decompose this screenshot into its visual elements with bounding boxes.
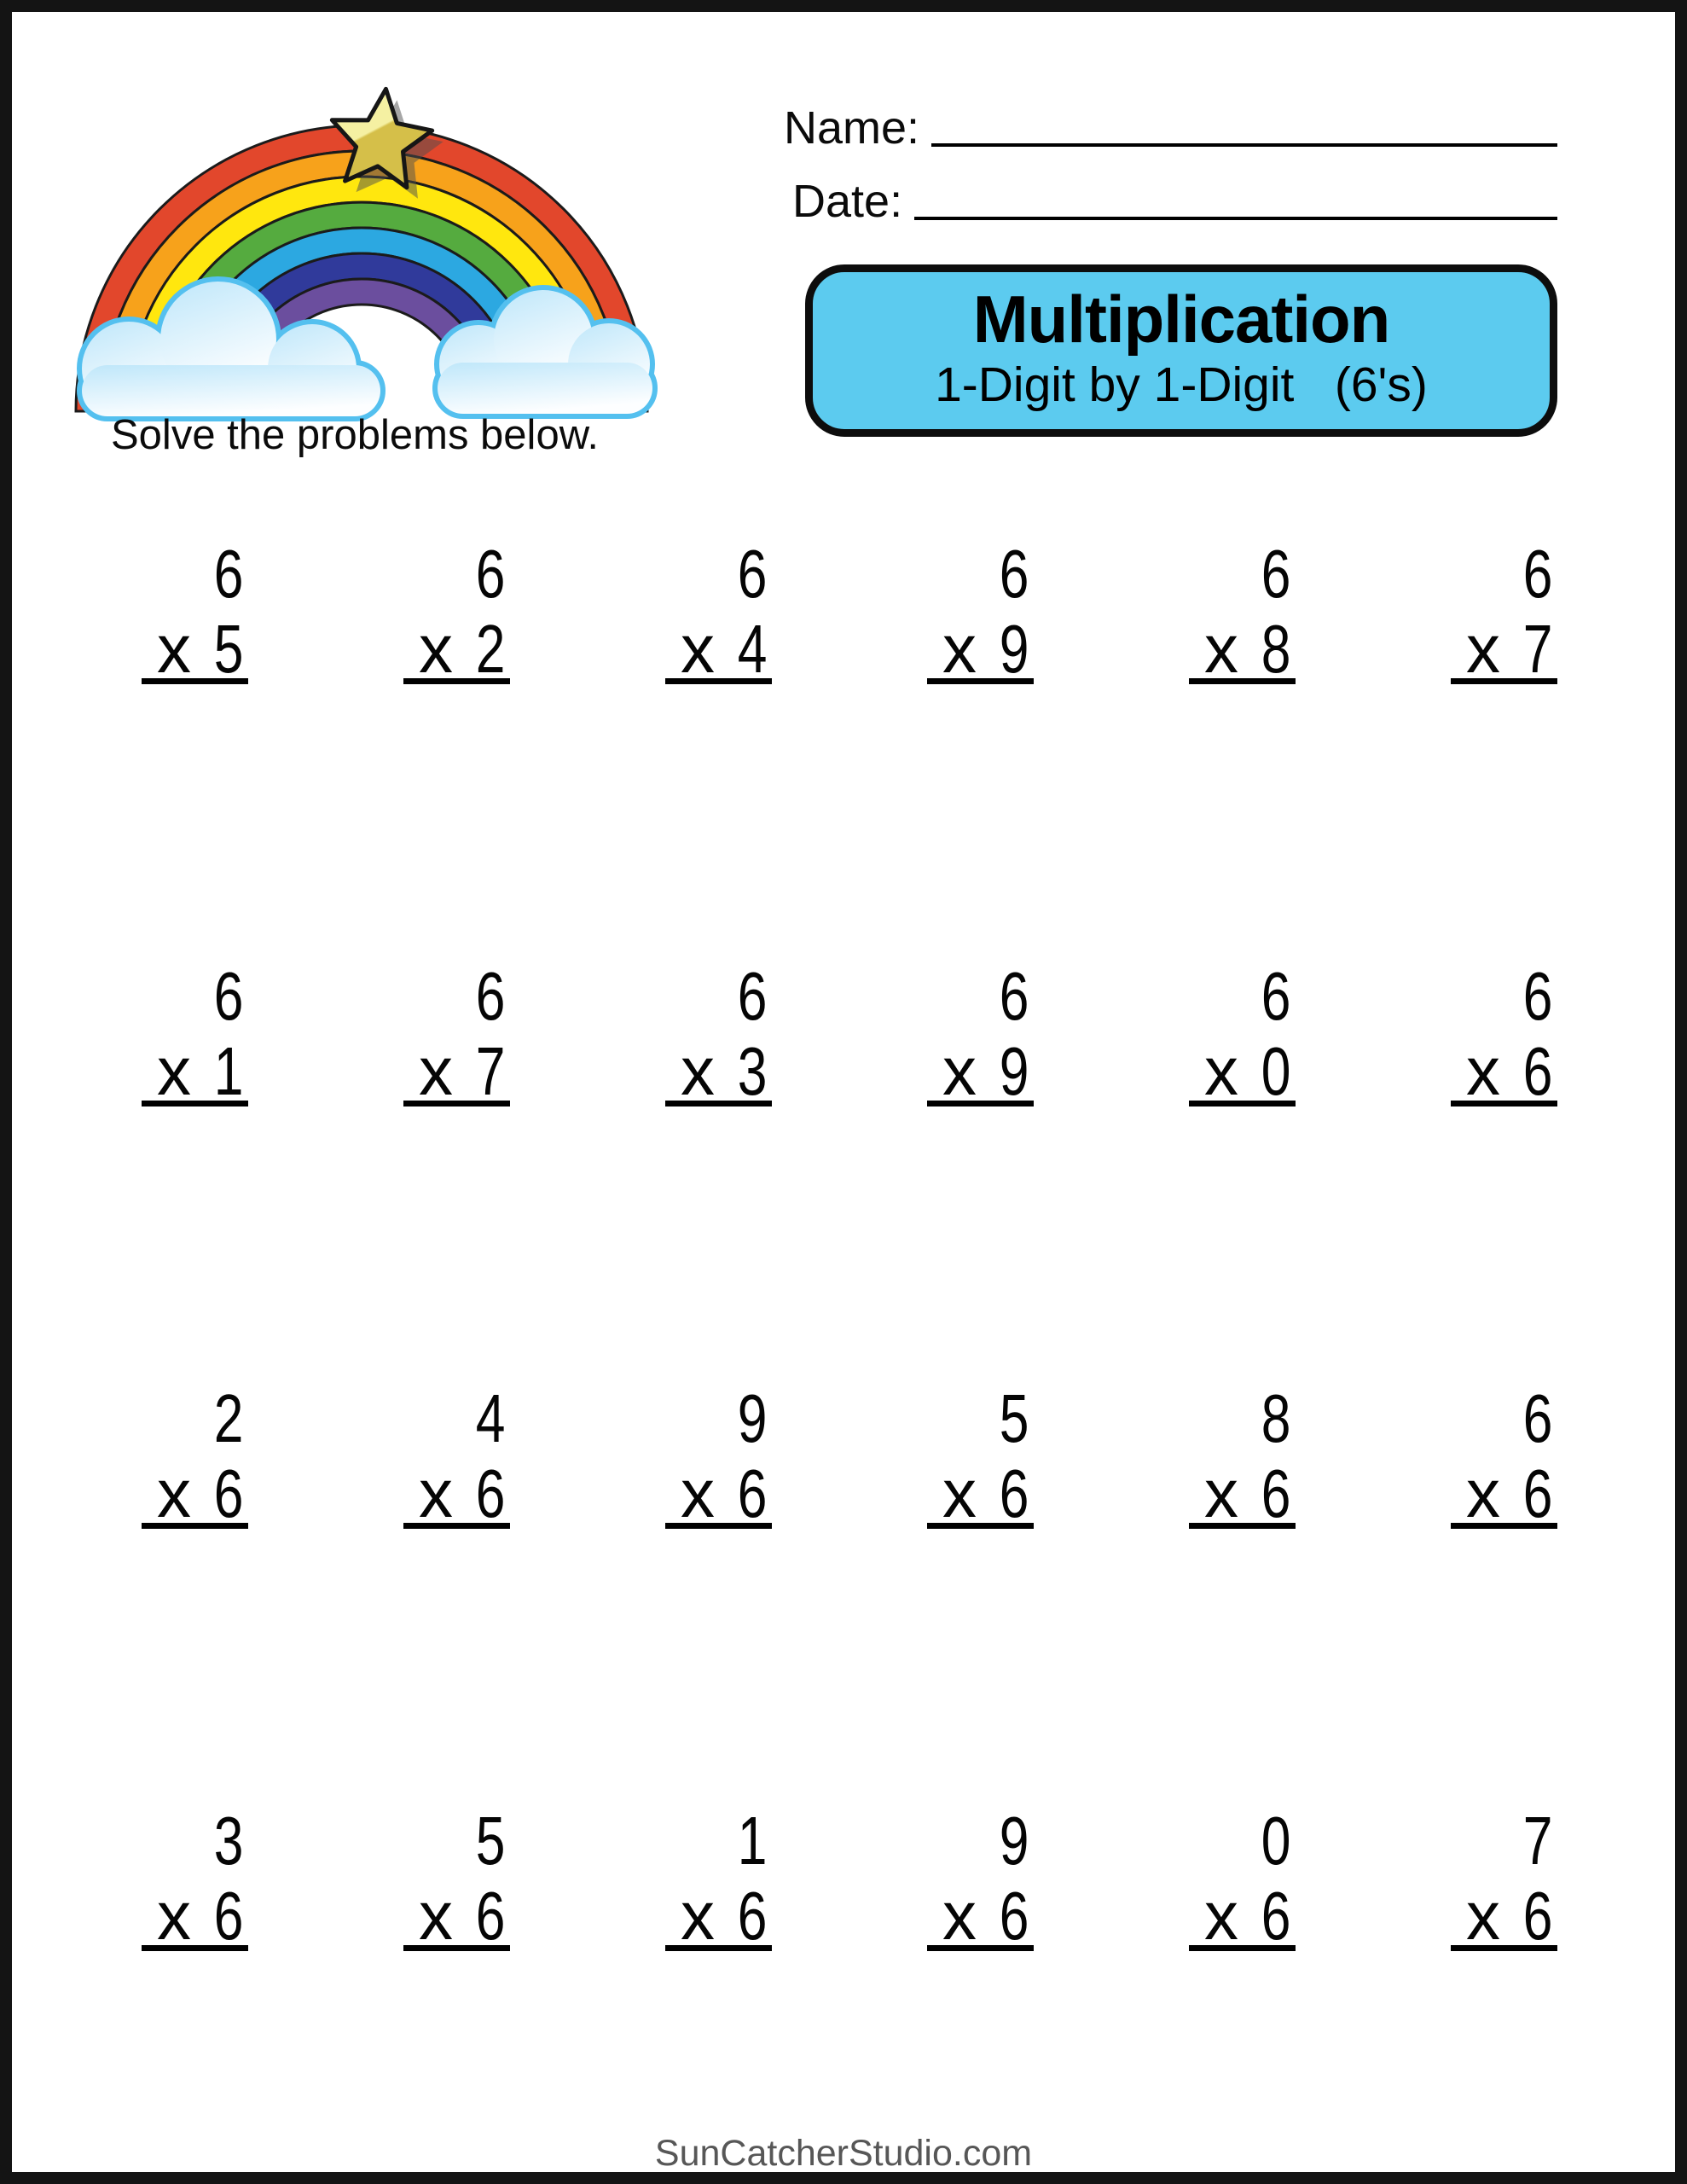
answer-space[interactable] [665,1529,772,1631]
problem[interactable] [1189,537,1296,787]
problem[interactable] [665,1804,772,2053]
multiplier-digit: 8 [1261,611,1290,687]
multiplicand [927,959,1034,1034]
worksheet-title: Multiplication [972,282,1390,357]
multiplicand [142,959,248,1034]
multiplicand [665,537,772,612]
multiplicand [1451,959,1557,1034]
multiplier-row [665,1878,772,1954]
multiplicand-digit: 6 [737,958,767,1034]
multiplicand-digit: 6 [1261,958,1290,1034]
multiplier-row [1189,1034,1296,1107]
multiplier-row [1451,1034,1557,1107]
problem[interactable] [403,537,510,787]
answer-space[interactable] [927,1951,1034,2053]
multiplicand-digit: 6 [737,536,767,612]
multiplicand-digit: 0 [1261,1803,1290,1879]
multiply-sign: x [1204,1033,1238,1109]
multiply-sign: x [1466,1455,1500,1531]
problem[interactable] [665,1381,772,1631]
problem[interactable] [927,1381,1034,1631]
answer-space[interactable] [403,1107,510,1209]
problem[interactable] [927,959,1034,1209]
multiplier-digit: 6 [1522,1033,1552,1109]
answer-space[interactable] [1451,1107,1557,1209]
problem[interactable] [1451,1804,1557,2053]
multiplier-row [142,611,248,687]
multiplicand-digit: 6 [999,536,1029,612]
multiplier-digit: 7 [475,1033,505,1109]
multiplier-digit: 6 [1261,1878,1290,1954]
multiplier-row [927,1878,1034,1954]
name-field-row [784,102,1557,154]
multiplicand-digit: 6 [1522,958,1552,1034]
multiplicand [927,1381,1034,1456]
answer-space[interactable] [927,684,1034,787]
multiplicand [403,1381,510,1456]
multiplier-digit: 0 [1261,1033,1290,1109]
problem[interactable] [403,1804,510,2053]
multiplicand-digit: 6 [999,958,1029,1034]
multiplicand [665,1804,772,1879]
answer-space[interactable] [1189,1951,1296,2053]
multiply-sign: x [157,1455,191,1531]
problems-grid [64,537,1635,2053]
multiplier-row [1451,1878,1557,1954]
multiplicand [1451,1804,1557,1879]
multiplicand [665,1381,772,1456]
multiplicand-digit: 8 [1261,1380,1290,1456]
problem[interactable] [1189,959,1296,1209]
answer-space[interactable] [403,1529,510,1631]
multiply-sign: x [157,1878,191,1954]
problem[interactable] [142,959,248,1209]
multiplier-row [665,611,772,687]
multiply-sign: x [157,1033,191,1109]
multiplier-row [142,1034,248,1107]
multiply-sign: x [681,611,715,687]
answer-space[interactable] [1451,1529,1557,1631]
multiplicand-digit: 6 [213,958,243,1034]
problem[interactable] [1451,1381,1557,1631]
multiply-sign: x [942,1033,977,1109]
multiplier-digit: 7 [1522,611,1552,687]
multiplier-digit: 6 [475,1878,505,1954]
answer-space[interactable] [142,1107,248,1209]
answer-space[interactable] [927,1529,1034,1631]
multiplier-digit: 9 [999,1033,1029,1109]
footer-credit: SunCatcherStudio.com [654,2133,1033,2174]
multiplicand-digit: 9 [999,1803,1029,1879]
multiplicand-digit: 5 [999,1380,1029,1456]
answer-space[interactable] [1189,1529,1296,1631]
problem[interactable] [665,959,772,1209]
multiply-sign: x [419,611,453,687]
multiply-sign: x [681,1455,715,1531]
multiplicand [1451,1381,1557,1456]
multiply-sign: x [942,611,977,687]
multiplicand [1189,959,1296,1034]
multiply-sign: x [942,1878,977,1954]
multiplier-row [142,1878,248,1954]
multiplicand [927,537,1034,612]
multiplicand-digit: 2 [213,1380,243,1456]
multiplicand [1189,537,1296,612]
problem[interactable] [1451,537,1557,787]
multiplicand-digit: 9 [737,1380,767,1456]
instruction-text: Solve the problems below. [111,412,599,458]
multiplicand [403,959,510,1034]
name-label: Name: [784,102,920,154]
multiplier-digit: 6 [737,1455,767,1531]
multiplier-digit: 4 [737,611,767,687]
multiply-sign: x [419,1033,453,1109]
multiplier-row [403,1034,510,1107]
multiplier-digit: 6 [213,1878,243,1954]
multiply-sign: x [1204,1878,1238,1954]
multiplier-digit: 3 [737,1033,767,1109]
answer-space[interactable] [927,1107,1034,1209]
multiplier-digit: 2 [475,611,505,687]
multiplier-row [403,1456,510,1529]
multiplicand-digit: 3 [213,1803,243,1879]
problem[interactable] [1189,1804,1296,2053]
multiply-sign: x [1466,611,1500,687]
multiply-sign: x [1204,611,1238,687]
answer-space[interactable] [665,1107,772,1209]
problem[interactable] [403,959,510,1209]
problem[interactable] [1451,959,1557,1209]
multiplicand-digit: 5 [475,1803,505,1879]
answer-space[interactable] [665,1951,772,2053]
answer-space[interactable] [142,1951,248,2053]
multiply-sign: x [681,1878,715,1954]
rainbow-graphic [63,72,660,439]
multiplicand-digit: 1 [737,1803,767,1879]
multiplicand [1189,1804,1296,1879]
rainbow-icon [63,72,660,439]
multiply-sign: x [1204,1455,1238,1531]
multiplicand-digit: 6 [1522,1380,1552,1456]
answer-space[interactable] [142,684,248,787]
multiplier-row [403,1878,510,1954]
multiply-sign: x [419,1878,453,1954]
date-input-line[interactable] [914,183,1557,220]
multiplier-row [1189,1878,1296,1954]
answer-space[interactable] [1189,684,1296,787]
multiply-sign: x [419,1455,453,1531]
multiplicand-digit: 7 [1522,1803,1552,1879]
multiply-sign: x [157,611,191,687]
multiplier-digit: 6 [999,1878,1029,1954]
problem[interactable] [1189,1381,1296,1631]
multiplicand-digit: 6 [1261,536,1290,612]
multiplier-digit: 6 [1261,1455,1290,1531]
problem[interactable] [403,1381,510,1631]
answer-space[interactable] [142,1529,248,1631]
multiplicand [403,537,510,612]
multiplier-digit: 5 [213,611,243,687]
multiplicand [1189,1381,1296,1456]
multiplicand [927,1804,1034,1879]
multiplier-digit: 9 [999,611,1029,687]
multiplier-digit: 6 [737,1878,767,1954]
multiplier-row [142,1456,248,1529]
multiplier-row [1189,1456,1296,1529]
date-field-row [792,176,1557,227]
problem[interactable] [665,537,772,787]
multiplier-row [1451,1456,1557,1529]
multiplier-digit: 1 [213,1033,243,1109]
multiplicand-digit: 6 [475,958,505,1034]
multiplicand-digit: 4 [475,1380,505,1456]
multiplier-digit: 6 [999,1455,1029,1531]
multiplicand-digit: 6 [1522,536,1552,612]
multiplier-digit: 6 [475,1455,505,1531]
problem[interactable] [142,1804,248,2053]
title-box [805,264,1557,437]
multiplicand [403,1804,510,1879]
multiplicand-digit: 6 [213,536,243,612]
multiplier-row [665,1456,772,1529]
answer-space[interactable] [1451,1951,1557,2053]
multiplier-row [1189,611,1296,687]
multiplicand [142,1804,248,1879]
answer-space[interactable] [1451,684,1557,787]
problem[interactable] [927,1804,1034,2053]
multiply-sign: x [942,1455,977,1531]
multiplicand [665,959,772,1034]
multiplier-digit: 6 [1522,1455,1552,1531]
multiply-sign: x [1466,1033,1500,1109]
worksheet-subtitle: 1-Digit by 1-Digit (6's) [935,357,1428,412]
problem[interactable] [142,1381,248,1631]
multiply-sign: x [1466,1878,1500,1954]
multiplicand [142,537,248,612]
multiplier-row [403,611,510,687]
name-input-line[interactable] [931,109,1557,147]
multiplicand [1451,537,1557,612]
multiplier-digit: 6 [213,1455,243,1531]
multiplicand-digit: 6 [475,536,505,612]
multiplier-row [927,1456,1034,1529]
multiplier-row [665,1034,772,1107]
date-label: Date: [792,176,903,227]
answer-space[interactable] [403,684,510,787]
multiply-sign: x [681,1033,715,1109]
multiplicand [142,1381,248,1456]
answer-space[interactable] [665,684,772,787]
multiplier-digit: 6 [1522,1878,1552,1954]
multiplier-row [927,1034,1034,1107]
multiplier-row [1451,611,1557,687]
problem[interactable] [142,537,248,787]
problem[interactable] [927,537,1034,787]
answer-space[interactable] [1189,1107,1296,1209]
answer-space[interactable] [403,1951,510,2053]
multiplier-row [927,611,1034,687]
